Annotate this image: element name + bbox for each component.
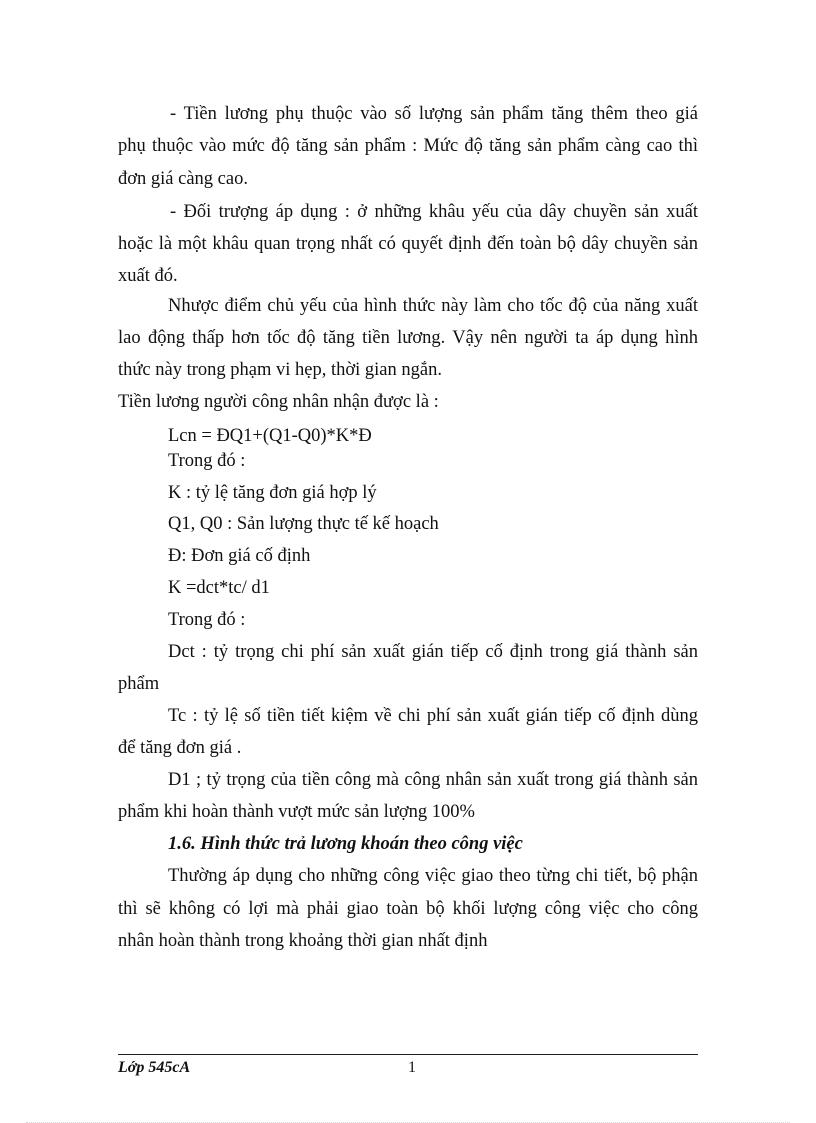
text-line: Tc : tỷ lệ số tiền tiết kiệm về chi phí sản xuất gián tiếp cố định dùng: [168, 706, 698, 726]
section-heading: 1.6. Hình thức trả lương khoán theo công việc: [168, 834, 523, 854]
text-line: Trong đó :: [168, 610, 246, 630]
text-line: Q1, Q0 : Sản lượng thực tế kế hoạch: [168, 514, 439, 534]
text-line: K : tỷ lệ tăng đơn giá hợp lý: [168, 483, 377, 503]
text-line: Dct : tỷ trọng chi phí sản xuất gián tiếp cố định trong giá thành sản: [168, 642, 698, 662]
text-line: đơn giá càng cao.: [118, 169, 248, 189]
text-line: Trong đó :: [168, 451, 246, 471]
text-line: thức này trong phạm vi hẹp, thời gian ngắn.: [118, 360, 442, 380]
text-line: D1 ; tỷ trọng của tiền công mà công nhân sản xuất trong giá thành sản: [168, 770, 698, 790]
footer-class-label: Lớp 545cA: [118, 1059, 191, 1076]
formula-line: Lcn = ĐQ1+(Q1-Q0)*K*Đ: [168, 426, 372, 446]
text-line: phụ thuộc vào mức độ tăng sản phẩm : Mức độ tăng sản phẩm càng cao thì: [118, 136, 698, 156]
formula-line: K =dct*tc/ d1: [168, 578, 270, 598]
text-line: Tiền lương người công nhân nhận được là :: [118, 392, 439, 412]
text-line: - Đối trượng áp dụng : ở những khâu yếu của dây chuyền sản xuất: [170, 202, 698, 222]
page-number: 1: [408, 1059, 416, 1076]
text-line: để tăng đơn giá .: [118, 738, 242, 758]
text-line: thì sẽ không có lợi mà phải giao toàn bộ khối lượng công việc cho công: [118, 899, 698, 919]
text-line: xuất đó.: [118, 266, 178, 286]
footer-divider: [118, 1054, 698, 1055]
text-line: phẩm khi hoàn thành vượt mức sản lượng 100%: [118, 802, 475, 822]
text-line: hoặc là một khâu quan trọng nhất có quyết định đến toàn bộ dây chuyền sản: [118, 234, 698, 254]
text-line: lao động thấp hơn tốc độ tăng tiền lương. Vậy nên người ta áp dụng hình: [118, 328, 698, 348]
text-line: Đ: Đơn giá cố định: [168, 546, 311, 566]
text-line: - Tiền lương phụ thuộc vào số lượng sản phẩm tăng thêm theo giá: [170, 104, 698, 124]
text-line: nhân hoàn thành trong khoảng thời gian nhất định: [118, 931, 488, 951]
text-line: phẩm: [118, 674, 160, 694]
text-line: Nhược điểm chủ yếu của hình thức này làm cho tốc độ của năng xuất: [168, 296, 698, 316]
text-line: Thường áp dụng cho những công việc giao theo từng chi tiết, bộ phận: [168, 866, 698, 886]
